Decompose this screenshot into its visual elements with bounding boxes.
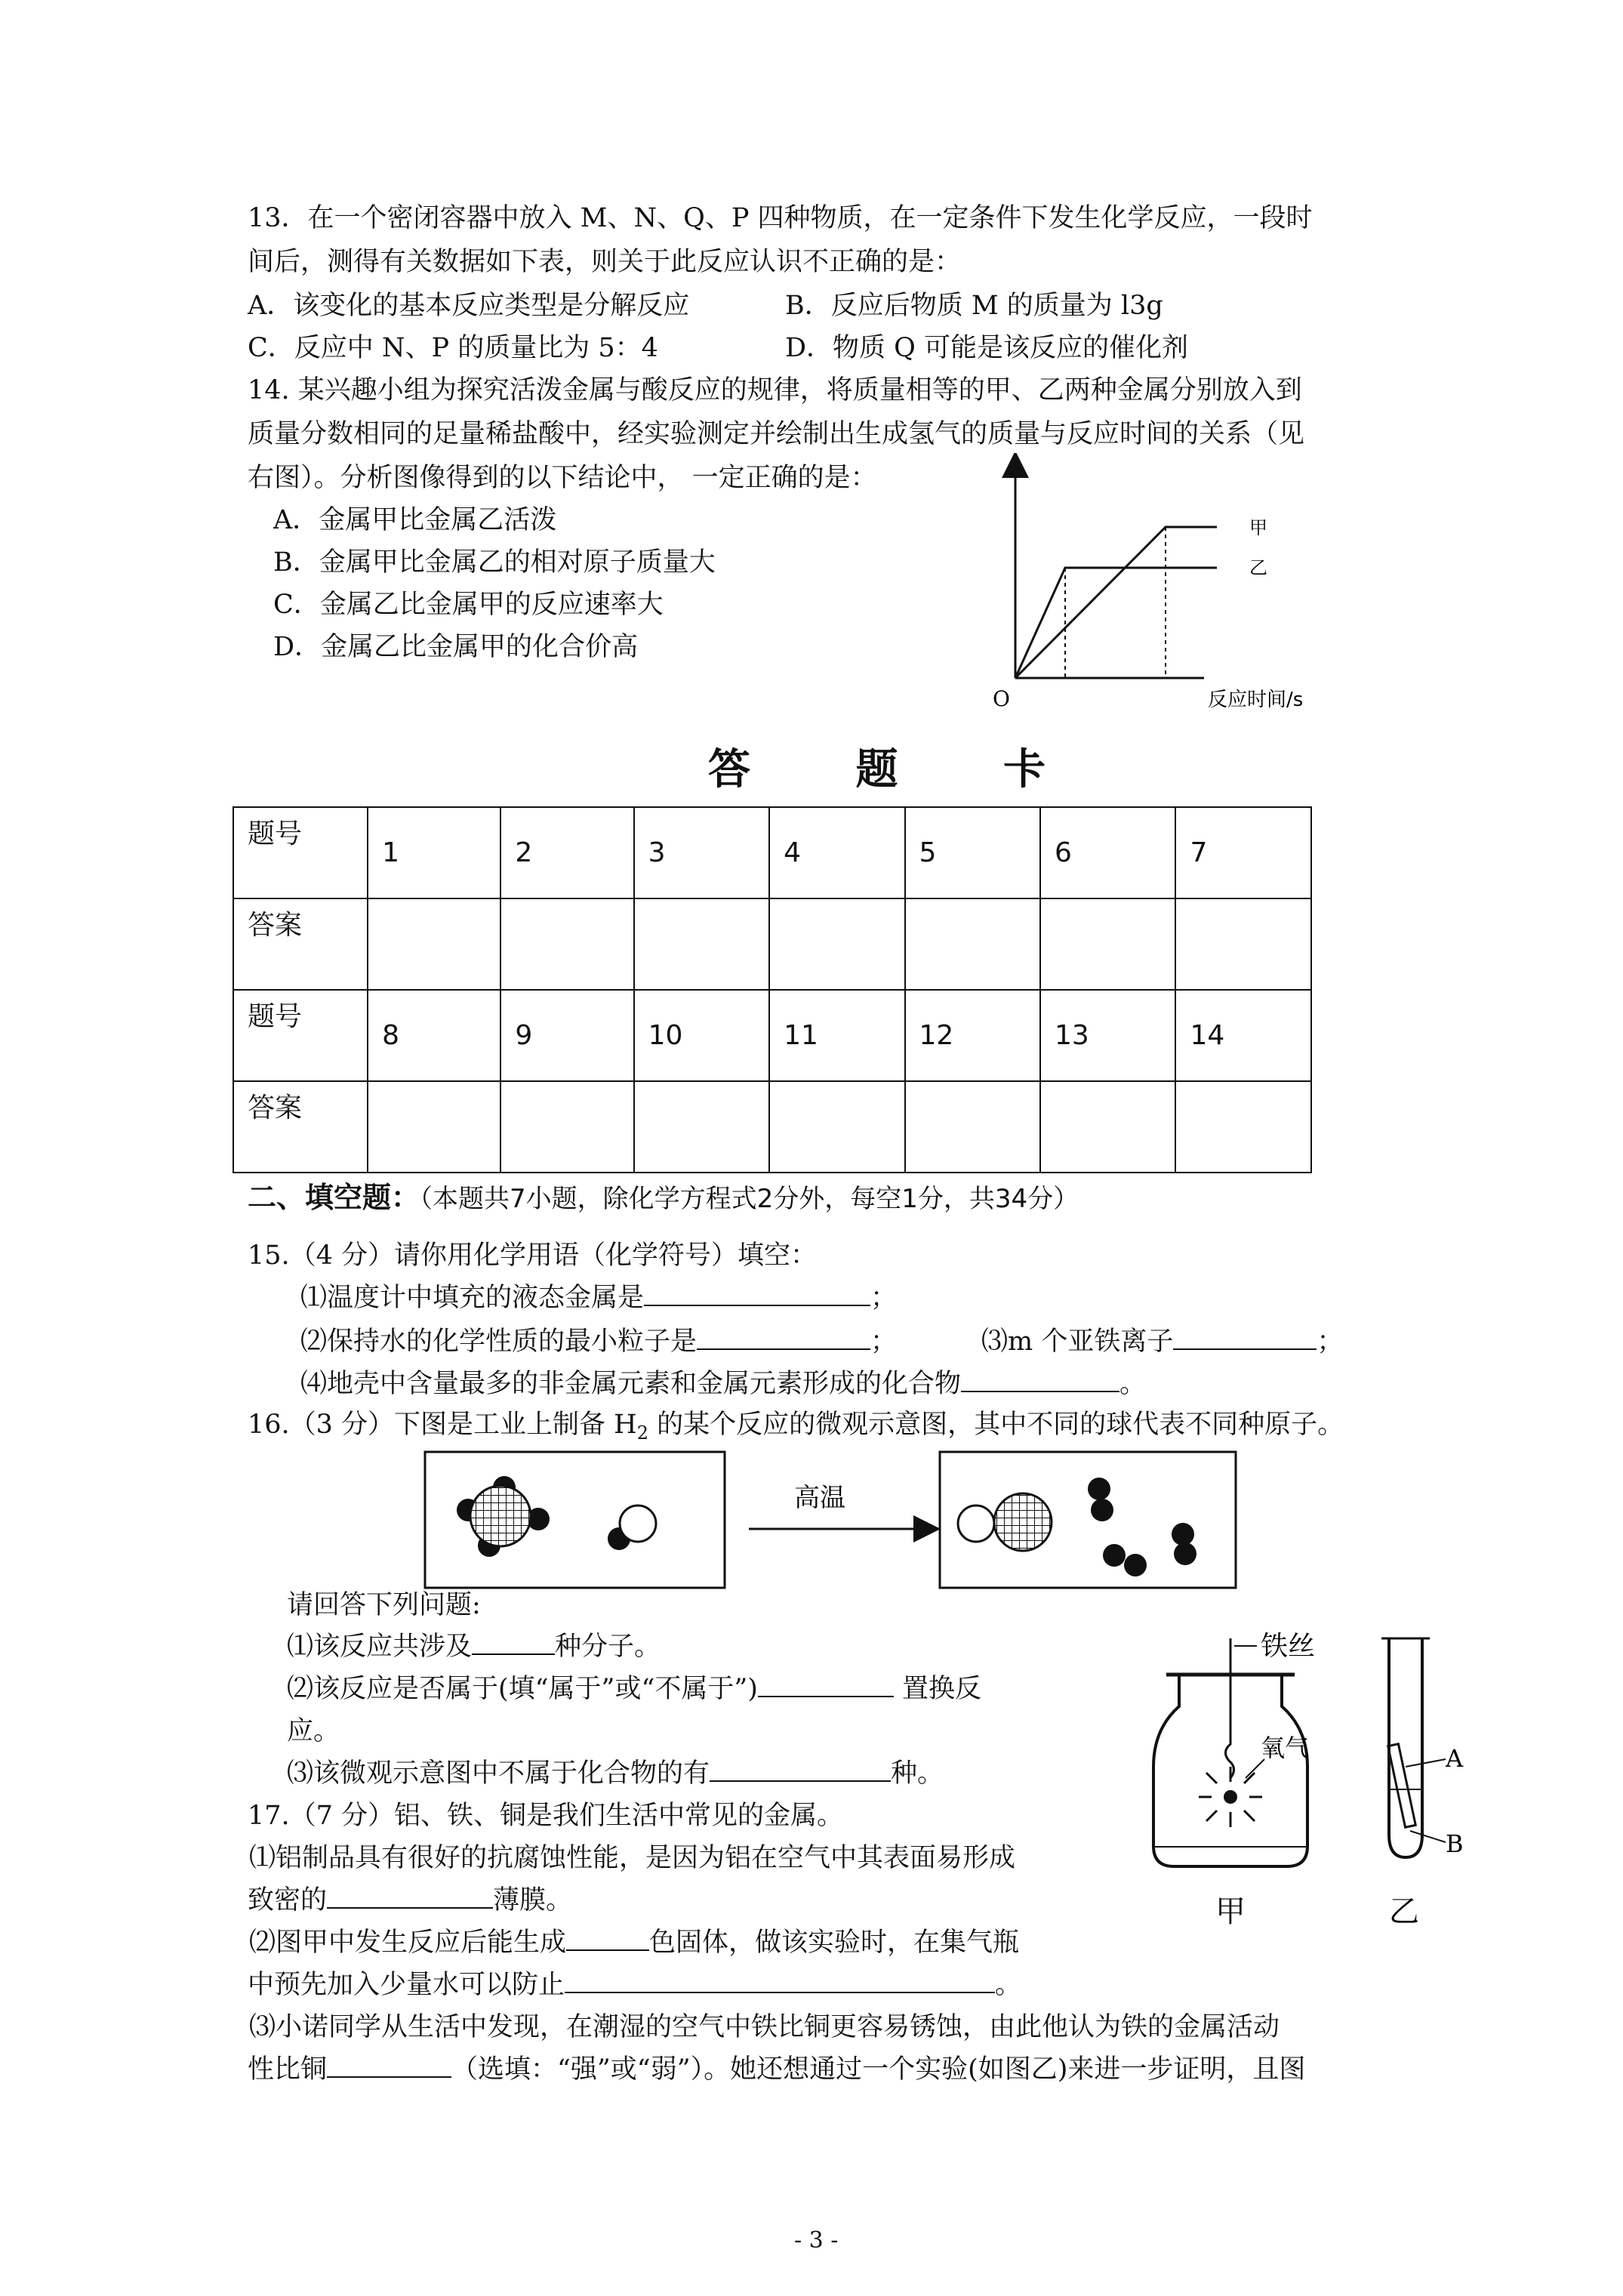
answer-cell[interactable] xyxy=(1175,1081,1311,1173)
q17-blank1[interactable] xyxy=(327,1885,493,1909)
q16-part2-end: 置换反 xyxy=(902,1674,982,1704)
answer-cell[interactable] xyxy=(769,1081,904,1173)
answer-label: 答案 xyxy=(233,1081,368,1173)
q15-stem: 15.（4 分）请你用化学用语（化学符号）填空： xyxy=(248,1240,818,1271)
q16-stem-b: 的某个反应的微观示意图，其中不同的球代表不同种原子。 xyxy=(648,1410,1344,1440)
label-jia: 甲 xyxy=(1215,1894,1246,1929)
table-row xyxy=(233,1081,1311,1173)
q15-semicolon: ； xyxy=(870,1283,898,1313)
number-label: 题号 xyxy=(233,990,368,1081)
q17-part3-cont xyxy=(248,2054,1305,2085)
answer-cell[interactable] xyxy=(1040,898,1175,990)
question-number: 10 xyxy=(634,990,769,1081)
q15-part1-text: ⑴温度计中填充的液态金属是 xyxy=(300,1283,645,1313)
answer-cell[interactable] xyxy=(634,1081,769,1173)
answer-cell[interactable] xyxy=(500,898,633,990)
table-row xyxy=(233,990,1311,1081)
q13-option-b: B．反应后物质 M 的质量为 l3g xyxy=(785,291,1163,321)
section2-heading xyxy=(248,1174,1079,1216)
q17-blank3[interactable] xyxy=(565,1969,995,1993)
q16-part2-text: ⑵该反应是否属于(填“属于”或“不属于”) xyxy=(287,1674,758,1704)
q15-blank4[interactable] xyxy=(961,1368,1119,1392)
q17-part1-c: 薄膜。 xyxy=(493,1885,573,1915)
q17-part1-cont xyxy=(248,1885,572,1916)
q14-line3: 右图）。分析图像得到的以下结论中， 一定正确的是： xyxy=(248,463,877,493)
q16-part1-end: 种分子。 xyxy=(555,1632,661,1662)
reactant-molecule-2 xyxy=(608,1505,656,1550)
answer-card-title: 答 题 卡 xyxy=(708,745,1091,794)
q14-option-a: A．金属甲比金属乙活泼 xyxy=(273,505,557,535)
q17-part1: ⑴铝制品具有很好的抗腐蚀性能，是因为铝在空气中其表面易形成 xyxy=(249,1843,1016,1873)
q17-part3-c: （选填：“强”或“弱”）。她还想通过一个实验(如图乙)来进一步证明，且图 xyxy=(451,2054,1306,2085)
q14-option-c: C．金属乙比金属甲的反应速率大 xyxy=(273,590,664,620)
graph-label-jia: 甲 xyxy=(1249,517,1267,538)
series-yi-line xyxy=(1015,568,1217,678)
table-row xyxy=(233,898,1311,990)
question-number: 3 xyxy=(634,807,769,898)
graph-origin: O xyxy=(993,686,1010,711)
q16-subscript: 2 xyxy=(636,1422,648,1444)
q17-part1-b: 致密的 xyxy=(248,1885,328,1915)
q17-stem: 17.（7 分）铝、铁、铜是我们生活中常见的金属。 xyxy=(248,1801,844,1831)
question-number: 1 xyxy=(368,807,500,898)
q16-part3-end: 种。 xyxy=(891,1758,944,1789)
number-label: 题号 xyxy=(233,807,368,898)
q15-part4 xyxy=(300,1368,1146,1400)
q15-blank2[interactable] xyxy=(697,1326,870,1350)
answer-cell[interactable] xyxy=(769,898,904,990)
answer-cell[interactable] xyxy=(905,1081,1040,1173)
reaction-diagram xyxy=(423,1450,1238,1608)
pointer-b xyxy=(1410,1831,1446,1842)
q15-part2-text: ⑵保持水的化学性质的最小粒子是 xyxy=(300,1327,698,1357)
q16-blank2[interactable] xyxy=(758,1673,894,1697)
q16-part2-cont: 应。 xyxy=(287,1716,340,1746)
q15-semicolon: ； xyxy=(1317,1327,1344,1357)
question-number: 14 xyxy=(1175,990,1311,1081)
q13-option-d: D．物质 Q 可能是该反应的催化剂 xyxy=(785,333,1189,363)
answer-cell[interactable] xyxy=(368,898,500,990)
nail-in-tube xyxy=(1388,1744,1416,1828)
q15-blank1[interactable] xyxy=(644,1282,870,1306)
table-row xyxy=(233,807,1311,898)
section2-title: 二、填空题： xyxy=(248,1181,420,1214)
graph-label-yi: 乙 xyxy=(1249,557,1267,578)
q16-part3 xyxy=(287,1758,944,1789)
q17-part2-cont xyxy=(248,1969,1021,2001)
q17-part2-d: 。 xyxy=(995,1970,1022,2000)
answer-label: 答案 xyxy=(233,898,368,990)
question-number: 6 xyxy=(1040,807,1175,898)
label-a: A xyxy=(1446,1744,1464,1773)
answer-cell[interactable] xyxy=(368,1081,500,1173)
q16-stem-a: 16.（3 分）下图是工业上制备 H xyxy=(248,1410,637,1440)
label-oxygen: 氧气 xyxy=(1261,1734,1310,1762)
q16-part1 xyxy=(287,1631,661,1663)
q14-option-d: D．金属乙比金属甲的化合价高 xyxy=(273,632,639,662)
answer-cell[interactable] xyxy=(1175,898,1311,990)
label-yi: 乙 xyxy=(1389,1894,1419,1929)
q16-stem xyxy=(248,1409,1344,1449)
q16-part1-text: ⑴该反应共涉及 xyxy=(287,1632,473,1662)
question-number: 9 xyxy=(500,990,633,1081)
q17-part3-b: 性比铜 xyxy=(248,2054,328,2085)
answer-cell[interactable] xyxy=(1040,1081,1175,1173)
q16-part2 xyxy=(287,1673,981,1705)
series-jia-line xyxy=(1015,527,1217,678)
q15-period: 。 xyxy=(1119,1369,1147,1399)
answer-cell[interactable] xyxy=(634,898,769,990)
q17-blank2[interactable] xyxy=(566,1927,649,1951)
q15-part4-text: ⑷地壳中含量最多的非金属元素和金属元素形成的化合物 xyxy=(300,1369,962,1399)
iron-experiment-figure xyxy=(1132,1623,1472,1940)
burning-center xyxy=(1224,1790,1237,1804)
q15-part3-text: ⑶m 个亚铁离子 xyxy=(981,1327,1174,1357)
question-number: 11 xyxy=(769,990,904,1081)
label-wire: 铁丝 xyxy=(1261,1631,1316,1662)
product-molecule-1 xyxy=(958,1493,1052,1551)
q17-part2-c: 中预先加入少量水可以防止 xyxy=(248,1970,565,2000)
q15-semicolon: ； xyxy=(870,1327,898,1357)
answer-card-table xyxy=(233,806,1312,1173)
q17-part2 xyxy=(249,1927,1019,1959)
answer-cell[interactable] xyxy=(905,898,1040,990)
page-number: - 3 - xyxy=(794,2227,839,2254)
q13-option-c: C．反应中 N、P 的质量比为 5：4 xyxy=(248,333,658,363)
answer-cell[interactable] xyxy=(500,1081,633,1173)
q15-part2 xyxy=(300,1326,897,1358)
q17-part2-a: ⑵图甲中发生反应后能生成 xyxy=(249,1928,567,1958)
question-number: 12 xyxy=(905,990,1040,1081)
graph-x-label: 反应时间/s xyxy=(1208,689,1304,711)
question-number: 8 xyxy=(368,990,500,1081)
q16-intro: 请回答下列问题: xyxy=(287,1590,481,1620)
q13-line1: 13．在一个密闭容器中放入 M、N、Q、P 四种物质，在一定条件下发生化学反应，一段时 xyxy=(248,203,1313,233)
question-number: 13 xyxy=(1040,990,1175,1081)
q14-line1: 14. 某兴趣小组为探究活泼金属与酸反应的规律，将质量相等的甲、乙两种金属分别放入到 xyxy=(248,375,1302,405)
q13-option-a: A．该变化的基本反应类型是分解反应 xyxy=(248,291,690,321)
q15-blank3[interactable] xyxy=(1173,1326,1317,1350)
section2-note: （本题共7小题，除化学方程式2分外，每空1分，共34分） xyxy=(420,1184,1079,1214)
pointer-a xyxy=(1406,1759,1446,1767)
question-number: 5 xyxy=(905,807,1040,898)
reaction-condition: 高温 xyxy=(794,1483,845,1513)
q13-line2: 间后，测得有关数据如下表，则关于此反应认识不正确的是： xyxy=(248,247,962,277)
q17-part3: ⑶小诺同学从生活中发现，在潮湿的空气中铁比铜更容易锈蚀，由此他认为铁的金属活动 xyxy=(249,2012,1280,2042)
hydrogen-time-graph xyxy=(981,453,1329,717)
q17-blank4[interactable] xyxy=(327,2054,451,2078)
label-b: B xyxy=(1446,1829,1464,1858)
question-number: 7 xyxy=(1175,807,1311,898)
q14-line2: 质量分数相同的足量稀盐酸中，经实验测定并绘制出生成氢气的质量与反应时间的关系（见 xyxy=(248,419,1305,449)
q14-option-b: B．金属甲比金属乙的相对原子质量大 xyxy=(273,547,716,578)
q16-blank3[interactable] xyxy=(710,1758,891,1782)
question-number: 2 xyxy=(500,807,633,898)
q16-blank1[interactable] xyxy=(472,1631,555,1655)
product-h2-molecules xyxy=(1088,1478,1196,1576)
reactant-molecule-1 xyxy=(457,1476,550,1557)
question-number: 4 xyxy=(769,807,904,898)
q16-part3-text: ⑶该微观示意图中不属于化合物的有 xyxy=(287,1758,710,1789)
iron-wire xyxy=(1225,1638,1233,1778)
q15-part3 xyxy=(981,1326,1343,1358)
q17-part2-b: 色固体，做该实验时，在集气瓶 xyxy=(649,1928,1020,1958)
q15-part1 xyxy=(300,1282,897,1314)
